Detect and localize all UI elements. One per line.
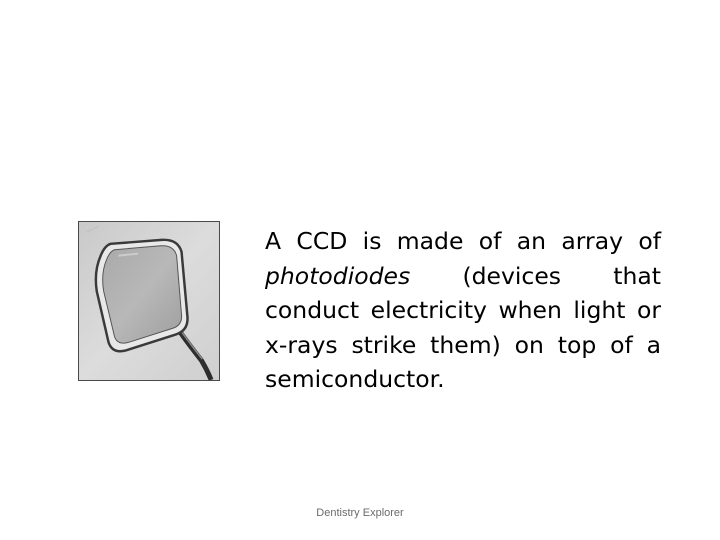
description-part-3: (devices that conduct electricity when light or x-rays strike them) on top of a semiconductor. xyxy=(265,261,661,393)
footer xyxy=(0,507,720,519)
ccd-description xyxy=(265,224,661,397)
footer-label: Dentistry Explorer xyxy=(316,507,404,519)
description-term-photodiodes: photodiodes xyxy=(265,261,411,290)
ccd-sensor-image xyxy=(78,221,220,381)
description-part-1: A CCD is made of an array of xyxy=(265,227,661,255)
ccd-sensor-icon xyxy=(79,222,219,380)
